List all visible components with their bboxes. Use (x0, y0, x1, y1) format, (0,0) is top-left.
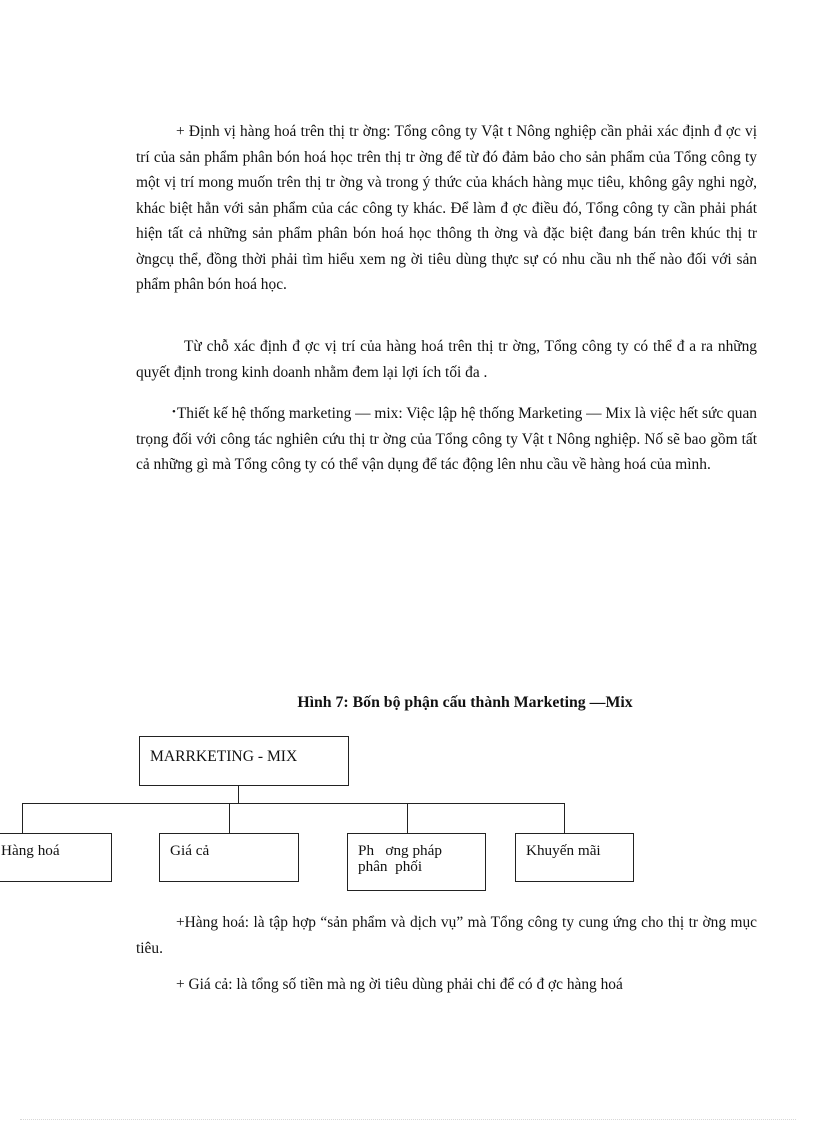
connector-phuong-phap (407, 803, 408, 833)
diagram-root-box: MARRKETING - MIX (139, 736, 349, 786)
phuong-phap-line1: Ph ơng pháp (358, 842, 442, 859)
connector-horizontal (22, 803, 565, 804)
paragraph-gia-ca: + Giá cả: là tổng số tiền mà ng ời tiêu dùng phải chi để có đ ợc hàng hoá (176, 976, 623, 993)
phuong-phap-line2: phân phối (358, 858, 423, 875)
diagram-box-gia-ca: Giá cả (159, 833, 299, 882)
bullet-icon: • (172, 406, 176, 418)
paragraph-marketing-mix-text: Thiết kế hệ thống marketing — mix: Việc lập hệ thống Marketing — Mix là việc hết sức quan trọng đối với công tác nghiên cứu thị tr ờng của Tổng công ty Vật t Nông nghiệp. Nố sẽ bao gồm tất cả những gì mà Tổng công ty có thể vận dụng để tác động lên nhu cầu về hàng hoá của mình. (136, 405, 757, 473)
paragraph-conclusion: Từ chỗ xác định đ ợc vị trí của hàng hoá trên thị tr ờng, Tổng công ty có thể đ a ra những quyết định trong kinh doanh nhằm đem lại lợi ích tối đa . (136, 338, 757, 381)
connector-root-vertical (238, 786, 239, 804)
diagram-box-khuyen-mai: Khuyến mãi (515, 833, 634, 882)
diagram-box-phuong-phap (347, 833, 486, 891)
connector-khuyen-mai (564, 803, 565, 833)
figure-title: Hình 7: Bốn bộ phận cấu thành Marketing —Mix (297, 694, 633, 711)
page-bottom-divider (20, 1119, 796, 1120)
paragraph-hang-hoa: +Hàng hoá: là tập hợp “sản phẩm và dịch vụ” mà Tổng công ty cung ứng cho thị tr ờng mục tiêu. (136, 914, 757, 957)
paragraph-positioning: + Định vị hàng hoá trên thị tr ờng: Tổng công ty Vật t Nông nghiệp cần phải xác định đ ợc vị trí của sản phẩm phân bón hoá học trên thị tr ờng để từ đó đảm bảo cho sản phẩm của Tổng công ty một vị trí mong muốn trên thị tr ờng và trong ý thức của khách hàng mục tiêu, không gây nghi ngờ, khác biệt hẳn với sản phẩm của các công ty khác. Để làm đ ợc điều đó, Tổng công ty cần phải phát hiện tất cả những sản phẩm phân bón hoá học thông th ờng và đặc biệt đang bán trên khúc thị tr ờngcụ thể, đồng thời phải tìm hiểu xem ng ời tiêu dùng thực sự có nhu cầu nh thế nào đối với sản phẩm phân bón hoá học. (136, 123, 757, 293)
connector-gia-ca (229, 803, 230, 833)
paragraph-marketing-mix (136, 400, 757, 478)
diagram-box-hang-hoa: Hàng hoá (0, 833, 112, 882)
connector-hang-hoa (22, 803, 23, 833)
